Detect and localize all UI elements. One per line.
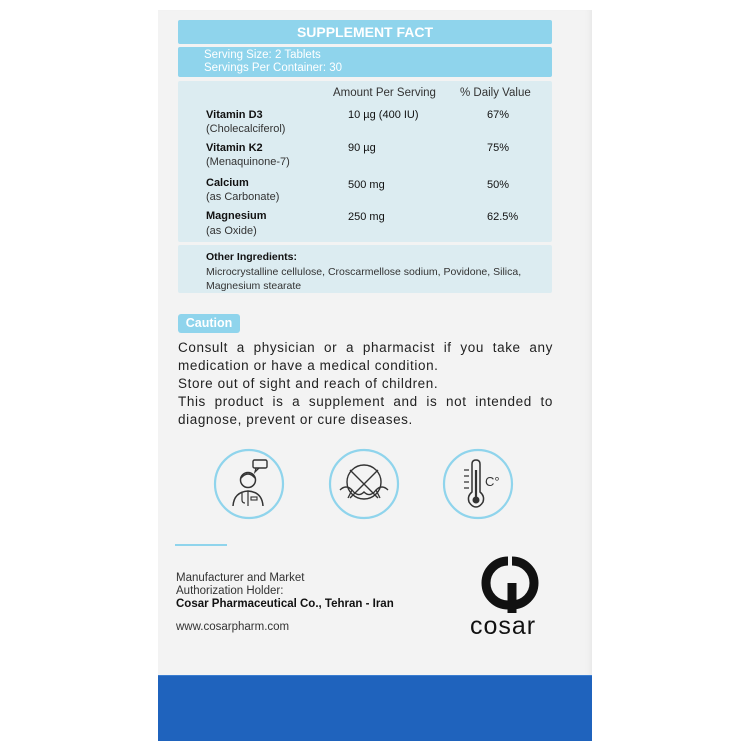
nutrient-form: (as Oxide) — [206, 225, 257, 237]
temperature-unit: C° — [485, 474, 500, 489]
nutrient-name: Vitamin K2 — [206, 142, 263, 154]
nutrient-name: Vitamin D3 — [206, 109, 263, 121]
doctor-consult-icon — [213, 448, 285, 520]
manufacturer-line: Authorization Holder: — [176, 585, 284, 597]
serving-size: Serving Size: 2 Tablets — [204, 49, 321, 61]
servings-per-container: Servings Per Container: 30 — [204, 62, 343, 74]
nutrient-amount: 500 mg — [348, 179, 385, 191]
daily-value-header: % Daily Value — [460, 87, 531, 99]
nutrient-form: (Menaquinone-7) — [206, 156, 290, 168]
nutrient-amount: 250 mg — [348, 211, 385, 223]
serving-info — [178, 47, 552, 77]
other-ingredients-text: Microcrystalline cellulose, Croscarmellose sodium, Povidone, Silica, Magnesium stearate — [206, 266, 522, 292]
divider-line — [175, 544, 227, 546]
nutrient-name: Calcium — [206, 177, 249, 189]
nutrient-daily-value: 75% — [487, 142, 510, 154]
no-insects-icon — [328, 448, 400, 520]
other-ingredients-title: Other Ingredients: — [206, 251, 298, 263]
caution-line: Consult a physician or a pharmacist if you take any medication or have a medical condition. — [178, 340, 553, 373]
manufacturer-info — [176, 572, 416, 611]
nutrient-amount: 90 µg — [348, 142, 376, 154]
nutrient-form: (as Carbonate) — [206, 191, 280, 203]
brand-name: cosar — [470, 612, 537, 640]
caution-text — [178, 339, 553, 429]
nutrient-amount: 10 µg (400 IU) — [348, 109, 419, 121]
nutrient-name: Magnesium — [206, 210, 267, 222]
cosar-logo-icon — [474, 553, 546, 615]
nutrient-daily-value: 50% — [487, 179, 510, 191]
amount-header: Amount Per Serving — [333, 87, 436, 99]
supplement-fact-title: SUPPLEMENT FACT — [178, 20, 552, 44]
nutrient-daily-value: 62.5% — [487, 211, 519, 223]
blue-band — [158, 675, 592, 741]
nutrient-daily-value: 67% — [487, 109, 510, 121]
caution-label: Caution — [178, 314, 240, 333]
caution-line: Store out of sight and reach of children. — [178, 376, 439, 391]
temperature-icon — [442, 448, 514, 520]
company-name: Cosar Pharmaceutical Co., Tehran - Iran — [176, 598, 394, 610]
manufacturer-line: Manufacturer and Market — [176, 572, 305, 584]
nutrient-form: (Cholecalciferol) — [206, 123, 286, 135]
caution-line: This product is a supplement and is not intended to diagnose, prevent or cure diseases. — [178, 394, 553, 427]
website-link[interactable]: www.cosarpharm.com — [176, 621, 290, 633]
